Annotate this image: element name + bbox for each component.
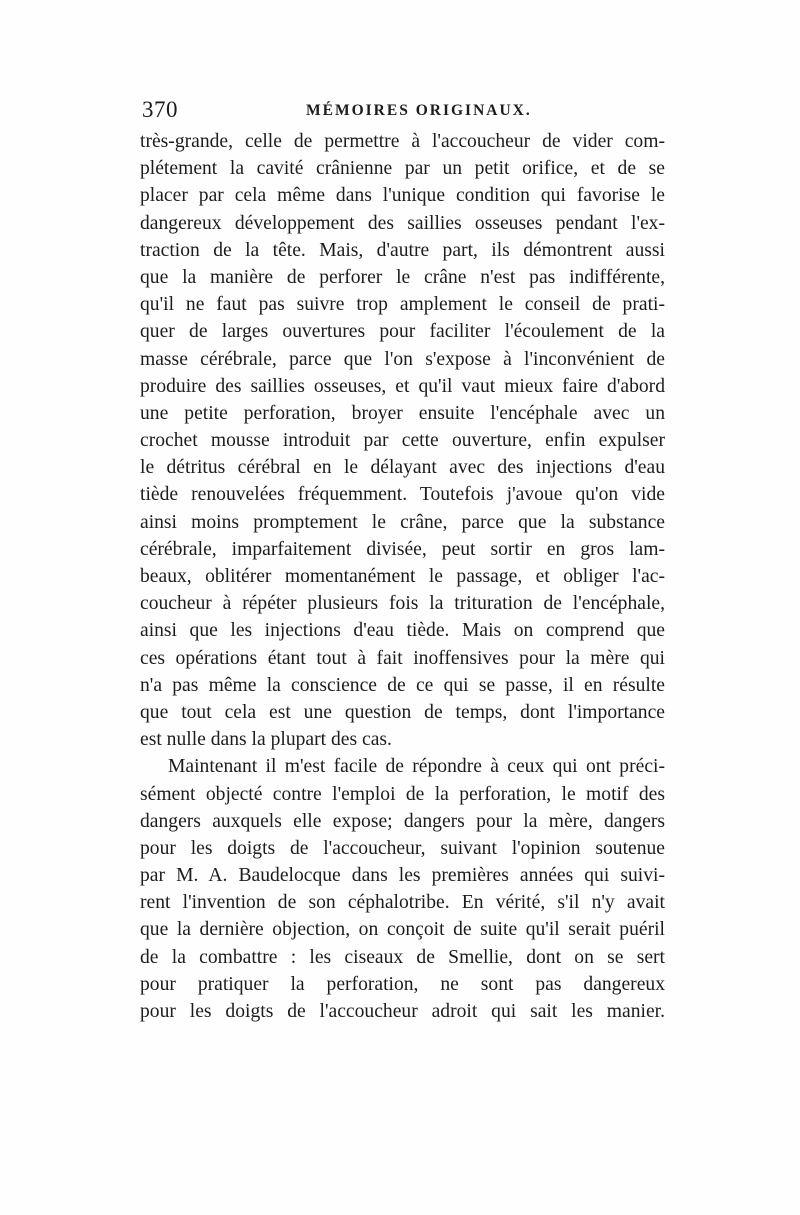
text-line: qu'il ne faut pas suivre trop amplement le conseil de prati- <box>140 294 665 316</box>
text-line: pour les doigts de l'accoucheur adroit qui sait les manier. <box>140 1001 665 1022</box>
text-line: une petite perforation, broyer ensuite l'encéphale avec un <box>140 402 665 424</box>
text-line: pour les doigts de l'accoucheur, suivant l'opinion soutenue <box>140 837 665 859</box>
text-line: dangers auxquels elle expose; dangers pour la mère, dangers <box>140 810 665 832</box>
text-line: n'a pas même la conscience de ce qui se passe, il en résulte <box>140 674 665 696</box>
text-line: dangereux développement des saillies osseuses pendant l'ex- <box>140 212 665 234</box>
text-line: est nulle dans la plupart des cas. <box>140 729 392 751</box>
text-line: ces opérations étant tout à fait inoffensives pour la mère qui <box>140 647 665 669</box>
text-line: le détritus cérébral en le délayant avec des injections d'eau <box>140 457 665 479</box>
text-line: plétement la cavité crânienne par un petit orifice, et de se <box>140 158 665 180</box>
text-line: ainsi moins promptement le crâne, parce que la substance <box>140 511 665 533</box>
running-head <box>140 96 665 126</box>
text-line: beaux, oblitérer momentanément le passage, et obliger l'ac- <box>140 566 665 587</box>
running-title: MÉMOIRES ORIGINAUX. <box>306 102 532 119</box>
paragraph-1 <box>140 128 665 753</box>
text-line: par M. A. Baudelocque dans les premières années qui suivi- <box>140 865 665 887</box>
text-line: de la combattre : les ciseaux de Smellie, dont on se sert <box>140 946 665 968</box>
text-line: coucheur à répéter plusieurs fois la trituration de l'encéphale, <box>140 593 665 615</box>
text-line: traction de la tête. Mais, d'autre part, ils démontrent aussi <box>140 239 665 261</box>
text-line: rent l'invention de son céphalotribe. En vérité, s'il n'y avait <box>140 892 665 914</box>
text-line: crochet mousse introduit par cette ouverture, enfin expulser <box>140 430 665 452</box>
text-line: ainsi que les injections d'eau tiède. Mais on comprend que <box>140 620 665 642</box>
text-line: tiède renouvelées fréquemment. Toutefois j'avoue qu'on vide <box>140 484 665 506</box>
text-line: placer par cela même dans l'unique condition qui favorise le <box>140 185 665 207</box>
page-number: 370 <box>142 97 178 122</box>
text-line: que la manière de perforer le crâne n'est pas indifférente, <box>140 266 665 288</box>
text-line: quer de larges ouvertures pour faciliter l'écoulement de la <box>140 321 665 343</box>
text-line: sément objecté contre l'emploi de la perforation, le motif des <box>140 783 665 805</box>
text-line: cérébrale, imparfaitement divisée, peut sortir en gros lam- <box>140 538 665 560</box>
text-line: pour pratiquer la perforation, ne sont pas dangereux <box>140 973 665 995</box>
paragraph-2 <box>140 753 665 1025</box>
text-line: masse cérébrale, parce que l'on s'expose à l'inconvénient de <box>140 348 665 370</box>
text-line: Maintenant il m'est facile de répondre à ceux qui ont préci- <box>168 756 665 778</box>
text-line: que la dernière objection, on conçoit de suite qu'il serait puéril <box>140 919 665 941</box>
text-line: que tout cela est une question de temps, dont l'importance <box>140 701 665 723</box>
text-line: très-grande, celle de permettre à l'accoucheur de vider com- <box>140 131 665 152</box>
text-line: produire des saillies osseuses, et qu'il vaut mieux faire d'abord <box>140 375 665 397</box>
body-text <box>140 128 665 1025</box>
